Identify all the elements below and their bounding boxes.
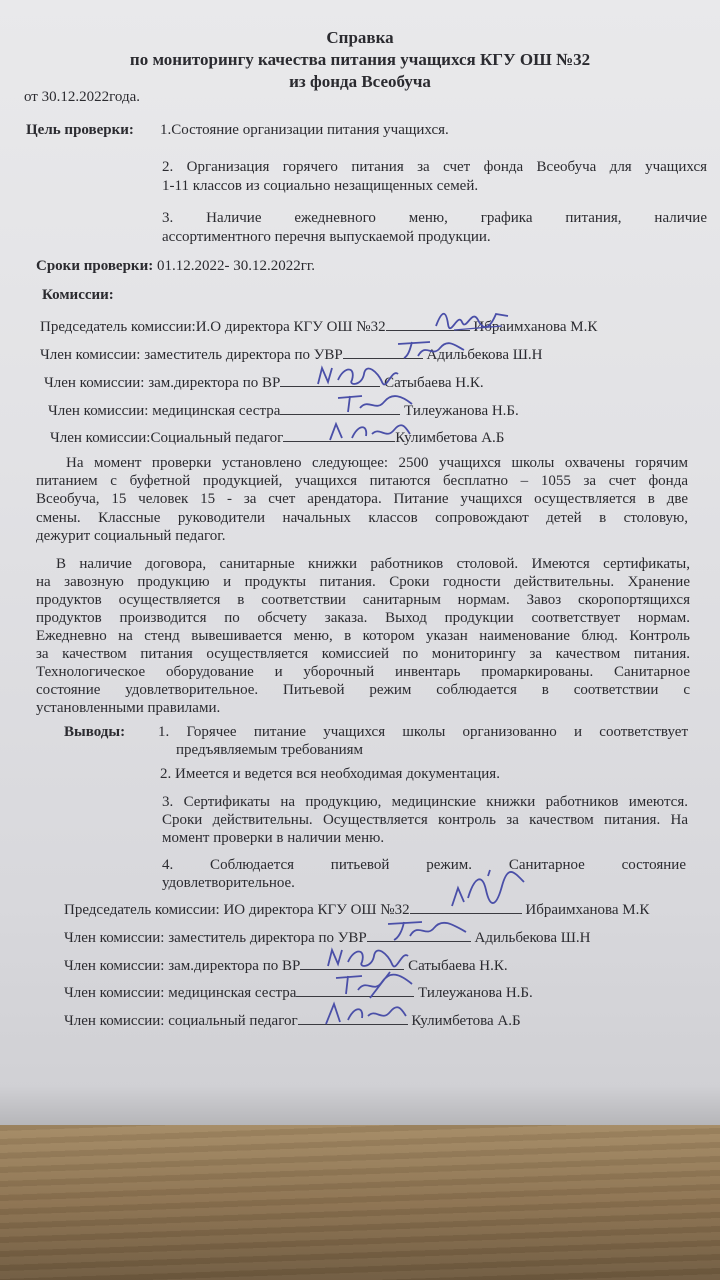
- para2-line-9: установленными правилами.: [36, 700, 221, 716]
- conclusion-4-line-2: удовлетворительное.: [162, 875, 295, 891]
- period-value: 01.12.2022- 30.12.2022гг.: [156, 258, 316, 274]
- conclusion-1-line-2: предъявляемым требованиям: [176, 742, 364, 758]
- para1-line-2: питанием с буфетной продукцией, учащихся питаются бесплатно – 1055 за счет фонда: [36, 473, 688, 489]
- doc-date: от 30.12.2022года.: [24, 89, 140, 105]
- conclusion-1-line-1: 1. Горячее питание учащихся школы организованно и соответствует: [158, 724, 688, 740]
- signature-image: [318, 998, 408, 1028]
- para2-line-5: Ежедневно на стенд вывешивается меню, в котором указан наименование блюд. Контроль: [36, 628, 690, 644]
- commission-label: Комиссии:: [42, 287, 114, 303]
- doc-subtitle-1: по мониторингу качества питания учащихся КГУ ОШ №32: [129, 50, 591, 69]
- period-label: Сроки проверки:: [36, 258, 154, 274]
- conclusion-2: 2. Имеется и ведется вся необходимая документация.: [160, 766, 500, 782]
- signature-image: [312, 362, 402, 390]
- commission-member-5: [50, 427, 504, 447]
- final-signature-4: [64, 982, 533, 1002]
- signature-image: [444, 868, 534, 914]
- commission-member-4: [48, 400, 519, 420]
- signer-role: Председатель комиссии: ИО директора КГУ ОШ №32: [64, 902, 410, 918]
- para2-line-4: продуктов производится по обсчету заказа. Выход продукции соответствует нормам.: [36, 610, 690, 626]
- signature-image: [332, 390, 422, 416]
- period-row: [36, 258, 315, 275]
- para1-line-4: смены. Классные руководители начальных классов сопровождают детей в столовую,: [36, 510, 688, 526]
- para2-line-2: на завозную продукцию и продукты питания. Сроки годности действительны. Хранение: [36, 574, 690, 590]
- signature-image: [322, 418, 412, 444]
- para2-line-3: продуктов осуществляется в соответствии санитарным нормам. Завоз скоропортящихся: [36, 592, 690, 608]
- final-signature-3: [64, 955, 508, 975]
- member-name: Сатыбаева Н.К.: [384, 375, 484, 391]
- member-role: Член комиссии: заместитель директора по УВР: [40, 347, 343, 363]
- goals-label: Цель проверки:: [26, 122, 134, 138]
- signature-image: [432, 306, 512, 332]
- conclusion-3-line-3: момент проверки в наличии меню.: [162, 830, 385, 846]
- member-role: Член комиссии: зам.директора по ВР: [44, 375, 281, 391]
- conclusion-4-line-1: 4. Соблюдается питьевой режим. Санитарное состояние: [162, 857, 686, 873]
- final-signature-5: [64, 1010, 521, 1030]
- para2-line-6: за качеством питания осуществляется комиссией по мониторингу за качеством питания.: [36, 646, 690, 662]
- member-name: Тилеужанова Н.Б.: [404, 403, 519, 419]
- member-role: Председатель комиссии:И.О директора КГУ ОШ №32: [40, 319, 386, 335]
- commission-member-3: [44, 372, 484, 392]
- signer-name: Кулимбетова А.Б: [411, 1013, 521, 1029]
- signer-name: Ибраимханова М.К: [525, 902, 650, 918]
- doc-title: Справка: [326, 28, 394, 47]
- commission-member-1: [40, 316, 597, 336]
- member-name: Ибраимханова М.К: [473, 319, 598, 335]
- para1-line-1: На момент проверки установлено следующее: 2500 учащихся школы охвачены горячим: [66, 455, 688, 471]
- conclusions-label: Выводы:: [64, 724, 126, 740]
- member-role: Член комиссии:Социальный педагог: [50, 430, 284, 446]
- para1-line-5: дежурит социальный педагог.: [36, 528, 226, 544]
- signer-role: Член комиссии: социальный педагог: [64, 1013, 298, 1029]
- goal-line-3: 1-11 классов из социально незащищенных семей.: [162, 178, 479, 194]
- para1-line-3: Всеобуча, 15 человек 15 - за счет арендатора. Питание учащихся осуществляется в две: [36, 491, 688, 507]
- goal-line-5: ассортиментного перечня выпускаемой продукции.: [162, 229, 491, 245]
- signer-name: Тилеужанова Н.Б.: [418, 985, 533, 1001]
- goal-line-2: 2. Организация горячего питания за счет фонда Всеобуча для учащихся: [162, 159, 707, 175]
- signature-image: [382, 914, 472, 944]
- signer-name: Сатыбаева Н.К.: [408, 958, 508, 974]
- goal-line-4: 3. Наличие ежедневного меню, графика питания, наличие: [162, 210, 707, 226]
- final-signature-1: [64, 899, 649, 919]
- signer-role: Член комиссии: зам.директора по ВР: [64, 958, 301, 974]
- signer-role: Член комиссии: медицинская сестра: [64, 985, 297, 1001]
- goal-line-1: 1.Состояние организации питания учащихся.: [160, 122, 449, 138]
- conclusion-3-line-2: Сроки действительны. Осуществляется контроль за качеством питания. На: [162, 812, 688, 828]
- para2-line-1: В наличие договора, санитарные книжки работников столовой. Имеются сертификаты,: [56, 556, 690, 572]
- signature-image: [330, 968, 420, 1002]
- signer-name: Адильбекова Ш.Н: [474, 930, 591, 946]
- wooden-table-background: [0, 1125, 720, 1280]
- member-name: Кулимбетова А.Б: [395, 430, 505, 446]
- doc-subtitle-2: из фонда Всеобуча: [289, 72, 431, 91]
- para2-line-7: Технологическое оборудование и уборочный инвентарь промаркированы. Санитарное: [36, 664, 690, 680]
- para2-line-8: состояние удовлетворительное. Питьевой режим соблюдается в соответствии с: [36, 682, 690, 698]
- conclusion-3-line-1: 3. Сертификаты на продукцию, медицинские книжки работников имеются.: [162, 794, 688, 810]
- signature-image: [392, 336, 472, 362]
- signer-role: Член комиссии: заместитель директора по УВР: [64, 930, 367, 946]
- member-name: Адильбекова Ш.Н: [426, 347, 543, 363]
- member-role: Член комиссии: медицинская сестра: [48, 403, 281, 419]
